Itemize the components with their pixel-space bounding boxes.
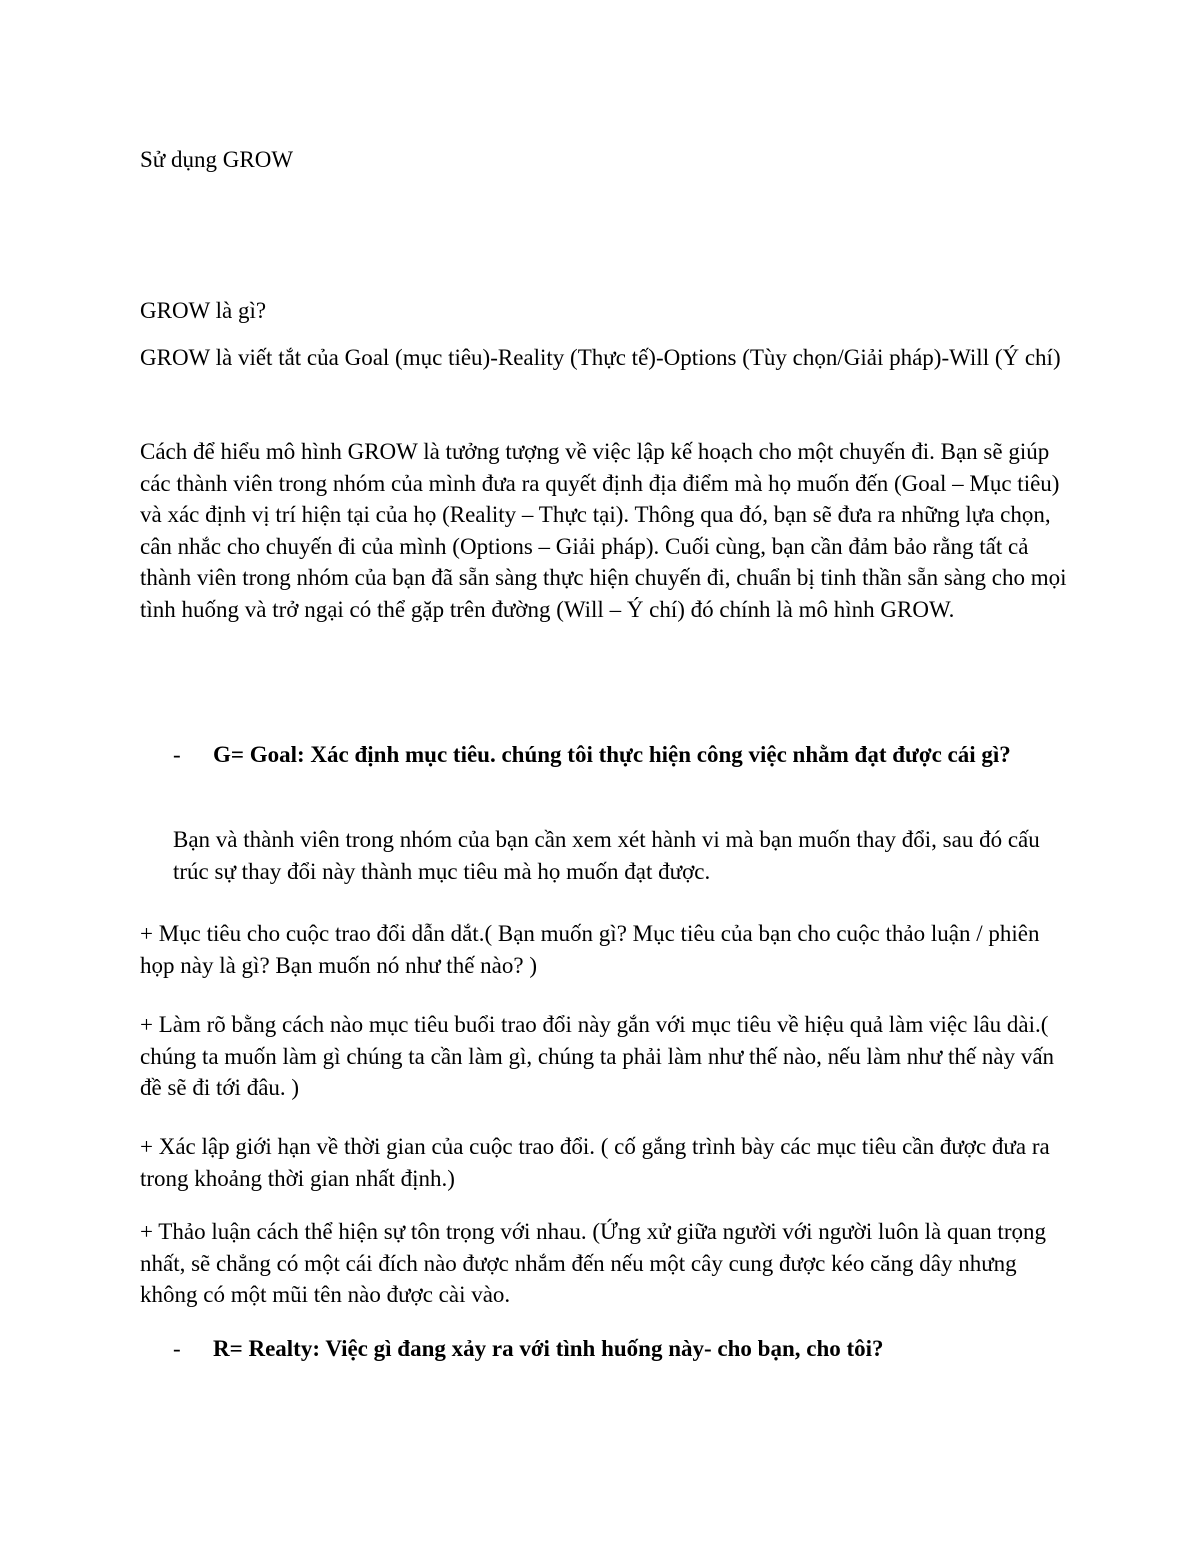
grow-definition: GROW là viết tắt của Goal (mục tiêu)-Reality (Thực tế)-Options (Tùy chọn/Giải pháp)-Will (Ý chí)	[140, 345, 1061, 370]
goal-heading-item	[173, 738, 1070, 772]
goal-point: + Mục tiêu cho cuộc trao đổi dẫn dắt.( Bạn muốn gì? Mục tiêu của bạn cho cuộc thảo luận / phiên họp này là gì? Bạn muốn nó như thế nào? )	[140, 921, 1040, 978]
goal-point: + Làm rõ bằng cách nào mục tiêu buổi trao đổi này gắn với mục tiêu về hiệu quả làm việc lâu dài.( chúng ta muốn làm gì chúng ta cần làm gì, chúng ta phải làm như thế nào, nếu làm như thế này vấn đề sẽ đi tới đâu. )	[140, 1012, 1055, 1100]
grow-explanation: Cách để hiểu mô hình GROW là tưởng tượng về việc lập kế hoạch cho một chuyến đi. Bạn sẽ giúp các thành viên trong nhóm của mình đưa ra quyết định địa điểm mà họ muốn đến (Goal – Mục tiêu) và xác định vị trí hiện tại của họ (Reality – Thực tại). Thông qua đó, bạn sẽ đưa ra những lựa chọn, cân nhắc cho chuyến đi của mình (Options – Giải pháp). Cuối cùng, bạn cần đảm bảo rằng tất cả thành viên trong nhóm của bạn đã sẵn sàng thực hiện chuyến đi, chuẩn bị tinh thần sẵn sàng cho mọi tình huống và trở ngại có thể gặp trên đường (Will – Ý chí) đó chính là mô hình GROW.	[140, 439, 1067, 622]
bullet-dash: -	[173, 1336, 181, 1361]
goal-heading: G= Goal: Xác định mục tiêu. chúng tôi thực hiện công việc nhằm đạt được cái gì?	[213, 742, 1011, 767]
section-heading: GROW là gì?	[140, 298, 267, 323]
reality-heading: R= Realty: Việc gì đang xảy ra với tình huống này- cho bạn, cho tôi?	[213, 1336, 884, 1361]
bullet-dash: -	[173, 742, 181, 767]
goal-point: + Xác lập giới hạn về thời gian của cuộc trao đổi. ( cố gắng trình bày các mục tiêu cần được đưa ra trong khoảng thời gian nhất định.)	[140, 1134, 1050, 1191]
goal-point: + Thảo luận cách thể hiện sự tôn trọng với nhau. (Ứng xử giữa người với người luôn là quan trọng nhất, sẽ chẳng có một cái đích nào được nhắm đến nếu một cây cung được kéo căng dây nhưng không có một mũi tên nào được cài vào.	[140, 1219, 1046, 1307]
reality-heading-item	[173, 1332, 1070, 1366]
goal-description: Bạn và thành viên trong nhóm của bạn cần xem xét hành vi mà bạn muốn thay đổi, sau đó cấu trúc sự thay đổi này thành mục tiêu mà họ muốn đạt được.	[173, 827, 1040, 884]
document-title: Sử dụng GROW	[140, 147, 294, 172]
